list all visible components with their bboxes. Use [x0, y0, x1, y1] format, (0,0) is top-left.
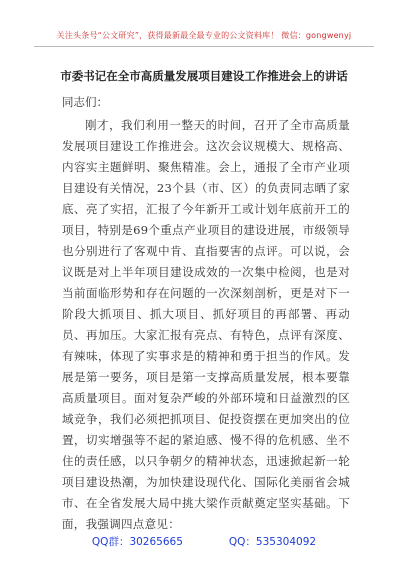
- footer-contacts: [0, 534, 408, 549]
- header-divider: [34, 46, 374, 47]
- body-paragraph: 刚才，我们利用一整天的时间，召开了全市高质量发展项目建设工作推进会。这次会议规模大、规格高、内容实主题鲜明、聚焦精准。会上，通报了全市产业项目建设有关情况，23个县（市、区）的负责同志晒了家底、亮了实招，汇报了今年新开工或计划年底前开工的项目，特别是69个重点产业项目的建设进展，市级领导也分别进行了客观中肯、直指要害的点评。可以说，会议既是对上半年项目建设成效的一次集中检阅，也是对当前面临形势和存在问题的一次深刻剖析，更是对下一阶段大抓项目、抓大项目、抓好项目的再部署、再动员、再加压。大家汇报有亮点、有特色，点评有深度、有辣味，体现了实事求是的精神和勇于担当的作风。发展是第一要务，项目是第一支撑高质量发展，根本要靠高质量项目。面对复杂严峻的外部环境和日益激烈的区域竞争，我们必须把抓项目、促投资摆在更加突出的位置，切实增强等不起的紧迫感、慢不得的危机感、坐不住的责任感，以只争朝夕的精神状态，迅速掀起新一轮项目建设热潮，为加快建设现代化、国际化美丽省会城市、在全省发展大局中挑大梁作贡献奠定坚实基础。下面，我强调四点意见：: [62, 118, 350, 531]
- document-title: 市委书记在全市高质量发展项目建设工作推进会上的讲话: [60, 69, 348, 83]
- qq-number: QQ：535304092: [228, 536, 317, 548]
- salutation: 同志们：: [62, 95, 108, 109]
- qq-group-number: QQ群：30265665: [91, 536, 183, 548]
- header-notice: 关注头条号“公文研究”，获得最新最全最专业的公文资料库！ 微信：gongwenyj: [56, 31, 352, 40]
